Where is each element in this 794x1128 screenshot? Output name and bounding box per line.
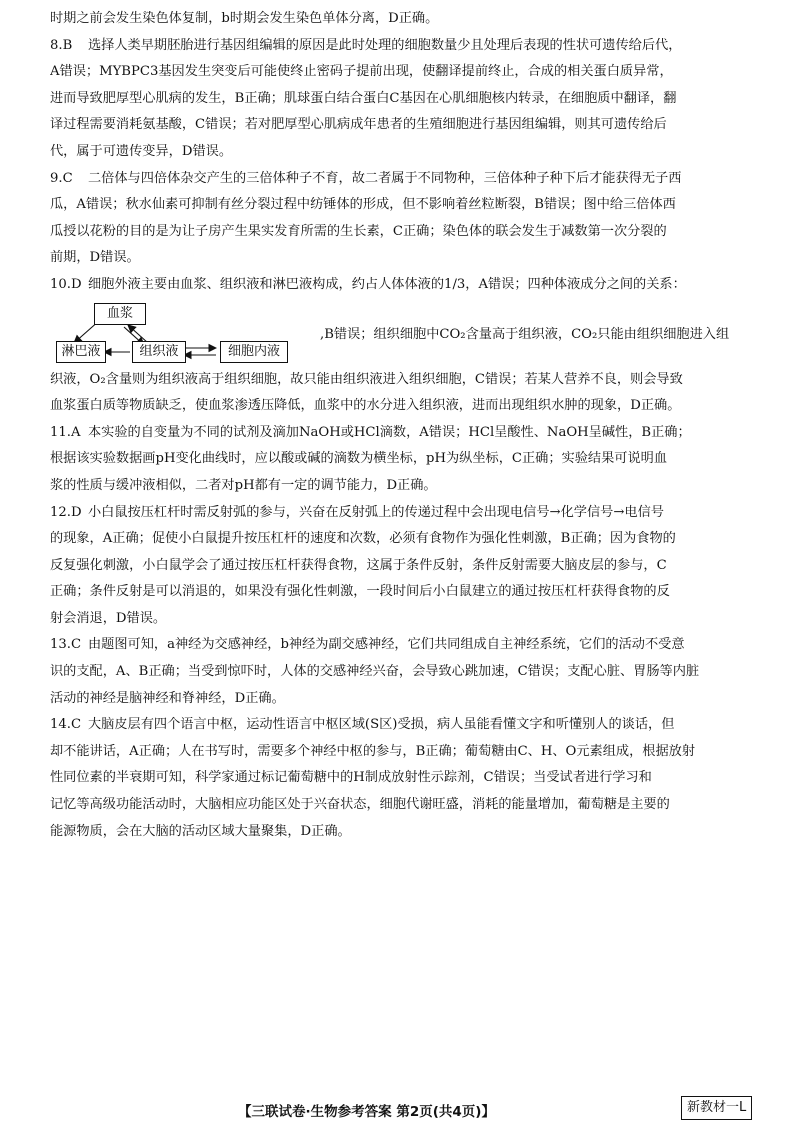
text-span: 本实验的自变量为不同的试剂及滴加NaOH或HCl滴数，A错误；HCl呈酸性、NaOH呈碱性，B正确； <box>88 424 691 440</box>
text-line: 能源物质，会在大脑的活动区域大量聚集，D正确。 <box>50 823 351 839</box>
question-number: 13.C <box>50 637 82 653</box>
text-line: 译过程需要消耗氨基酸，C错误；若对肥厚型心肌病成年患者的生殖细胞进行基因组编辑，则其可遗传给后 <box>50 117 667 133</box>
text-line: 浆的性质与缓冲液相似，二者对pH都有一定的调节能力，D正确。 <box>50 477 437 493</box>
text-line: 却不能讲话，A正确；人在书写时，需要多个神经中枢的参与，B正确；葡萄糖由C、H、O元素组成，根据放射 <box>50 743 696 759</box>
text-line: 前期，D错误。 <box>50 250 140 266</box>
text-line: 反复强化刺激，小白鼠学会了通过按压杠杆获得食物，这属于条件反射，条件反射需要大脑皮层的参与，C <box>50 557 667 573</box>
text-span: 大脑皮层有四个语言中枢，运动性语言中枢区域(S区)受损，病人虽能看懂文字和听懂别人的谈话，但 <box>88 717 675 733</box>
text-line: 瓜授以花粉的目的是为让子房产生果实发育所需的生长素，C正确；染色体的联会发生于减数第一次分裂的 <box>50 223 667 239</box>
intracellular-fluid-box: 细胞内液 <box>220 341 288 363</box>
text-line: 时期之前会发生染色体复制，b时期会发生染色单体分离，D正确。 <box>50 11 439 26</box>
edition-badge: 新教材一L <box>681 1096 752 1120</box>
text-line: 射会消退，D错误。 <box>50 610 167 626</box>
text-span: 由题图可知，a神经为交感神经，b神经为副交感神经，它们共同组成自主神经系统，它们的活动不受意 <box>88 637 685 653</box>
lymph-box: 淋巴液 <box>56 341 106 363</box>
diagram-side-text: ,B错误；组织细胞中CO₂含量高于组织液，CO₂只能由组织细胞进入组 <box>320 326 730 342</box>
page-footer <box>0 1096 794 1124</box>
text-line: A错误；MYBPC3基因发生突变后可能使终止密码子提前出现，使翻译提前终止，合成的相关蛋白质异常， <box>50 64 673 80</box>
answer-10-line <box>50 272 770 299</box>
answer-9-line <box>50 166 770 193</box>
answer-12-line <box>50 500 770 527</box>
footer-title: 【三联试卷·生物参考答案 第2页(共4页)】 <box>238 1104 495 1120</box>
text-span: 细胞外液主要由血浆、组织液和淋巴液构成，约占人体体液的1/3，A错误；四种体液成分之间的关系： <box>88 276 686 292</box>
text-line: 识的支配，A、B正确；当受到惊吓时，人体的交感神经兴奋，会导致心跳加速，C错误；支配心脏、胃肠等内脏 <box>50 664 700 680</box>
question-number: 11.A <box>50 424 81 440</box>
question-number: 9.C <box>50 170 73 186</box>
answer-content <box>50 6 770 845</box>
text-line: 性同位素的半衰期可知，科学家通过标记葡萄糖中的H制成放射性示踪剂，C错误；当受试者进行学习和 <box>50 770 652 786</box>
text-line: 血浆蛋白质等物质缺乏，使血浆渗透压降低，血浆中的水分进入组织液，进而出现组织水肿的现象，D正确。 <box>50 398 681 414</box>
text-span: 小白鼠按压杠杆时需反射弧的参与，兴奋在反射弧上的传递过程中会出现电信号→化学信号→电信号 <box>88 504 664 520</box>
body-fluid-diagram <box>52 303 320 367</box>
plasma-box: 血浆 <box>94 303 146 325</box>
text-line: 根据该实验数据画pH变化曲线时，应以酸或碱的滴数为横坐标，pH为纵坐标，C正确；实验结果可说明血 <box>50 451 668 467</box>
answer-8-line <box>50 33 770 60</box>
text-line: 瓜，A错误；秋水仙素可抑制有丝分裂过程中纺锤体的形成，但不影响着丝粒断裂，B错误；图中给三倍体西 <box>50 197 676 213</box>
text-line: 进而导致肥厚型心肌病的发生，B正确；肌球蛋白结合蛋白C基因在心肌细胞核内转录，在细胞质中翻译，翻 <box>50 90 677 106</box>
text-line: 记忆等高级功能活动时，大脑相应功能区处于兴奋状态，细胞代谢旺盛，消耗的能量增加，葡萄糖是主要的 <box>50 797 670 813</box>
text-line: 正确；条件反射是可以消退的，如果没有强化性刺激，一段时间后小白鼠建立的通过按压杠杆获得食物的反 <box>50 584 670 600</box>
tissue-fluid-box: 组织液 <box>132 341 186 363</box>
text-line: 织液，O₂含量则为组织液高于组织细胞，故只能由组织液进入组织细胞，C错误；若某人营养不良，则会导致 <box>50 371 683 387</box>
text-line: 的现象，A正确；促使小白鼠提升按压杠杆的速度和次数，必须有食物作为强化性刺激，B正确；因为食物的 <box>50 531 676 547</box>
text-span: 选择人类早期胚胎进行基因组编辑的原因是此时处理的细胞数量少且处理后表现的性状可遗传给后代， <box>88 37 682 53</box>
text-line: 代，属于可遗传变异，D错误。 <box>50 143 233 159</box>
body-fluid-diagram-row <box>50 303 770 367</box>
question-number: 12.D <box>50 504 82 520</box>
question-number: 8.B <box>50 37 73 53</box>
question-number: 14.C <box>50 717 82 733</box>
answer-11-line <box>50 420 770 447</box>
answer-13-line <box>50 632 770 659</box>
text-span: 二倍体与四倍体杂交产生的三倍体种子不育，故二者属于不同物种，三倍体种子种下后才能获得无子西 <box>88 170 682 186</box>
answer-14-line <box>50 712 770 739</box>
question-number: 10.D <box>50 276 82 292</box>
text-line: 活动的神经是脑神经和脊神经，D正确。 <box>50 690 285 706</box>
